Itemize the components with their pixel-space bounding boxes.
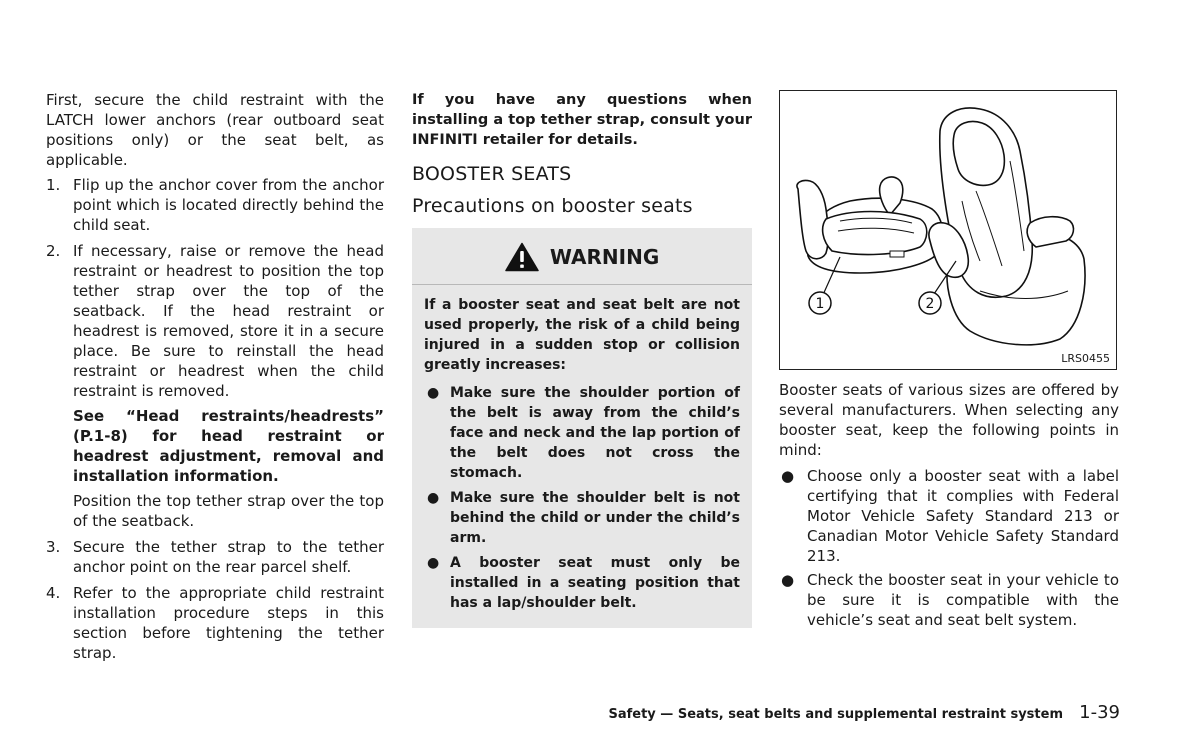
step-number: 1. bbox=[46, 176, 61, 194]
step-text: If necessary, raise or remove the head restraint or headrest to position the top tether strap over the top of the seatback. If the head restraint or headrest is removed, store it in a secure place. Be sure to reinstall the head restraint or headrest when the child restraint is removed. bbox=[73, 242, 384, 400]
step-text: Secure the tether strap to the tether anchor point on the rear parcel shelf. bbox=[73, 538, 384, 576]
booster-bullets bbox=[779, 466, 1119, 630]
step-number: 4. bbox=[46, 584, 61, 602]
bullet: ● bbox=[781, 467, 795, 485]
warning-bullets bbox=[424, 383, 740, 613]
warning-divider bbox=[412, 284, 752, 285]
warning-header bbox=[424, 242, 740, 272]
booster-left-arm bbox=[797, 180, 828, 258]
step-number: 2. bbox=[46, 242, 61, 260]
column-left bbox=[46, 90, 384, 669]
list-item bbox=[46, 241, 384, 531]
bullet: ● bbox=[427, 490, 440, 506]
footer-section-title: Safety — Seats, seat belts and supplemental restraint system bbox=[608, 707, 1063, 722]
column-right bbox=[779, 90, 1119, 634]
callout-1: 1 bbox=[815, 296, 825, 312]
booster-intro-paragraph: Booster seats of various sizes are offered by several manufacturers. When selecting any booster seat, keep the following points in mind: bbox=[779, 381, 1119, 459]
warning-triangle-icon bbox=[505, 242, 539, 272]
list-item bbox=[424, 553, 740, 613]
list-item bbox=[779, 570, 1119, 630]
warning-intro: If a booster seat and seat belt are not used properly, the risk of a child being injured in a sudden stop or collision greatly increases: bbox=[424, 297, 740, 373]
list-item bbox=[779, 466, 1119, 566]
bullet: ● bbox=[781, 571, 795, 589]
page-footer bbox=[608, 702, 1120, 723]
list-item bbox=[46, 537, 384, 577]
list-item bbox=[424, 488, 740, 548]
step-number: 3. bbox=[46, 538, 61, 556]
bullet: ● bbox=[427, 385, 440, 401]
warning-bullet-text: Make sure the shoulder belt is not behind the child or under the child’s arm. bbox=[450, 490, 740, 546]
list-item bbox=[46, 175, 384, 235]
warning-bullet-text: Make sure the shoulder portion of the belt is away from the child’s face and neck and the lap portion of the belt does not cross the stomach. bbox=[450, 385, 740, 481]
page-number: 1-39 bbox=[1079, 702, 1120, 723]
booster-seat-figure bbox=[779, 90, 1117, 370]
intro-paragraph: First, secure the child restraint with the LATCH lower anchors (rear outboard seat positions only) or the seat belt, as applicable. bbox=[46, 91, 384, 169]
list-item bbox=[424, 383, 740, 483]
bullet: ● bbox=[427, 555, 440, 571]
callout-2: 2 bbox=[925, 296, 935, 312]
warning-bullet-text: A booster seat must only be installed in a seating position that has a lap/shoulder belt. bbox=[450, 555, 740, 611]
step-extra-text: Position the top tether strap over the top of the seatback. bbox=[73, 492, 384, 530]
subsection-title: Precautions on booster seats bbox=[412, 195, 693, 217]
column-middle bbox=[412, 90, 752, 628]
section-title: BOOSTER SEATS bbox=[412, 163, 572, 185]
booster-bullet-text: Check the booster seat in your vehicle to be sure it is compatible with the vehicle’s seat and seat belt system. bbox=[807, 571, 1119, 629]
figure-code: LRS0455 bbox=[1061, 352, 1110, 365]
warning-label: WARNING bbox=[549, 245, 660, 269]
cross-reference: See “Head restraints/headrests” (P.1-8) for head restraint or headrest adjustment, removal and installation information. bbox=[73, 407, 384, 485]
booster-bullet-text: Choose only a booster seat with a label certifying that it complies with Federal Motor Vehicle Safety Standard 213 or Canadian Motor Vehicle Safety Standard 213. bbox=[807, 467, 1119, 565]
step-text: Refer to the appropriate child restraint installation procedure steps in this section before tightening the tether strap. bbox=[73, 584, 384, 662]
steps-list bbox=[46, 175, 384, 663]
warning-box bbox=[412, 228, 752, 628]
tether-note: If you have any questions when installing a top tether strap, consult your INFINITI retailer for details. bbox=[412, 92, 752, 148]
step-text: Flip up the anchor cover from the anchor point which is located directly behind the child seat. bbox=[73, 176, 384, 234]
booster-seats-illustration bbox=[780, 91, 1118, 371]
list-item bbox=[46, 583, 384, 663]
